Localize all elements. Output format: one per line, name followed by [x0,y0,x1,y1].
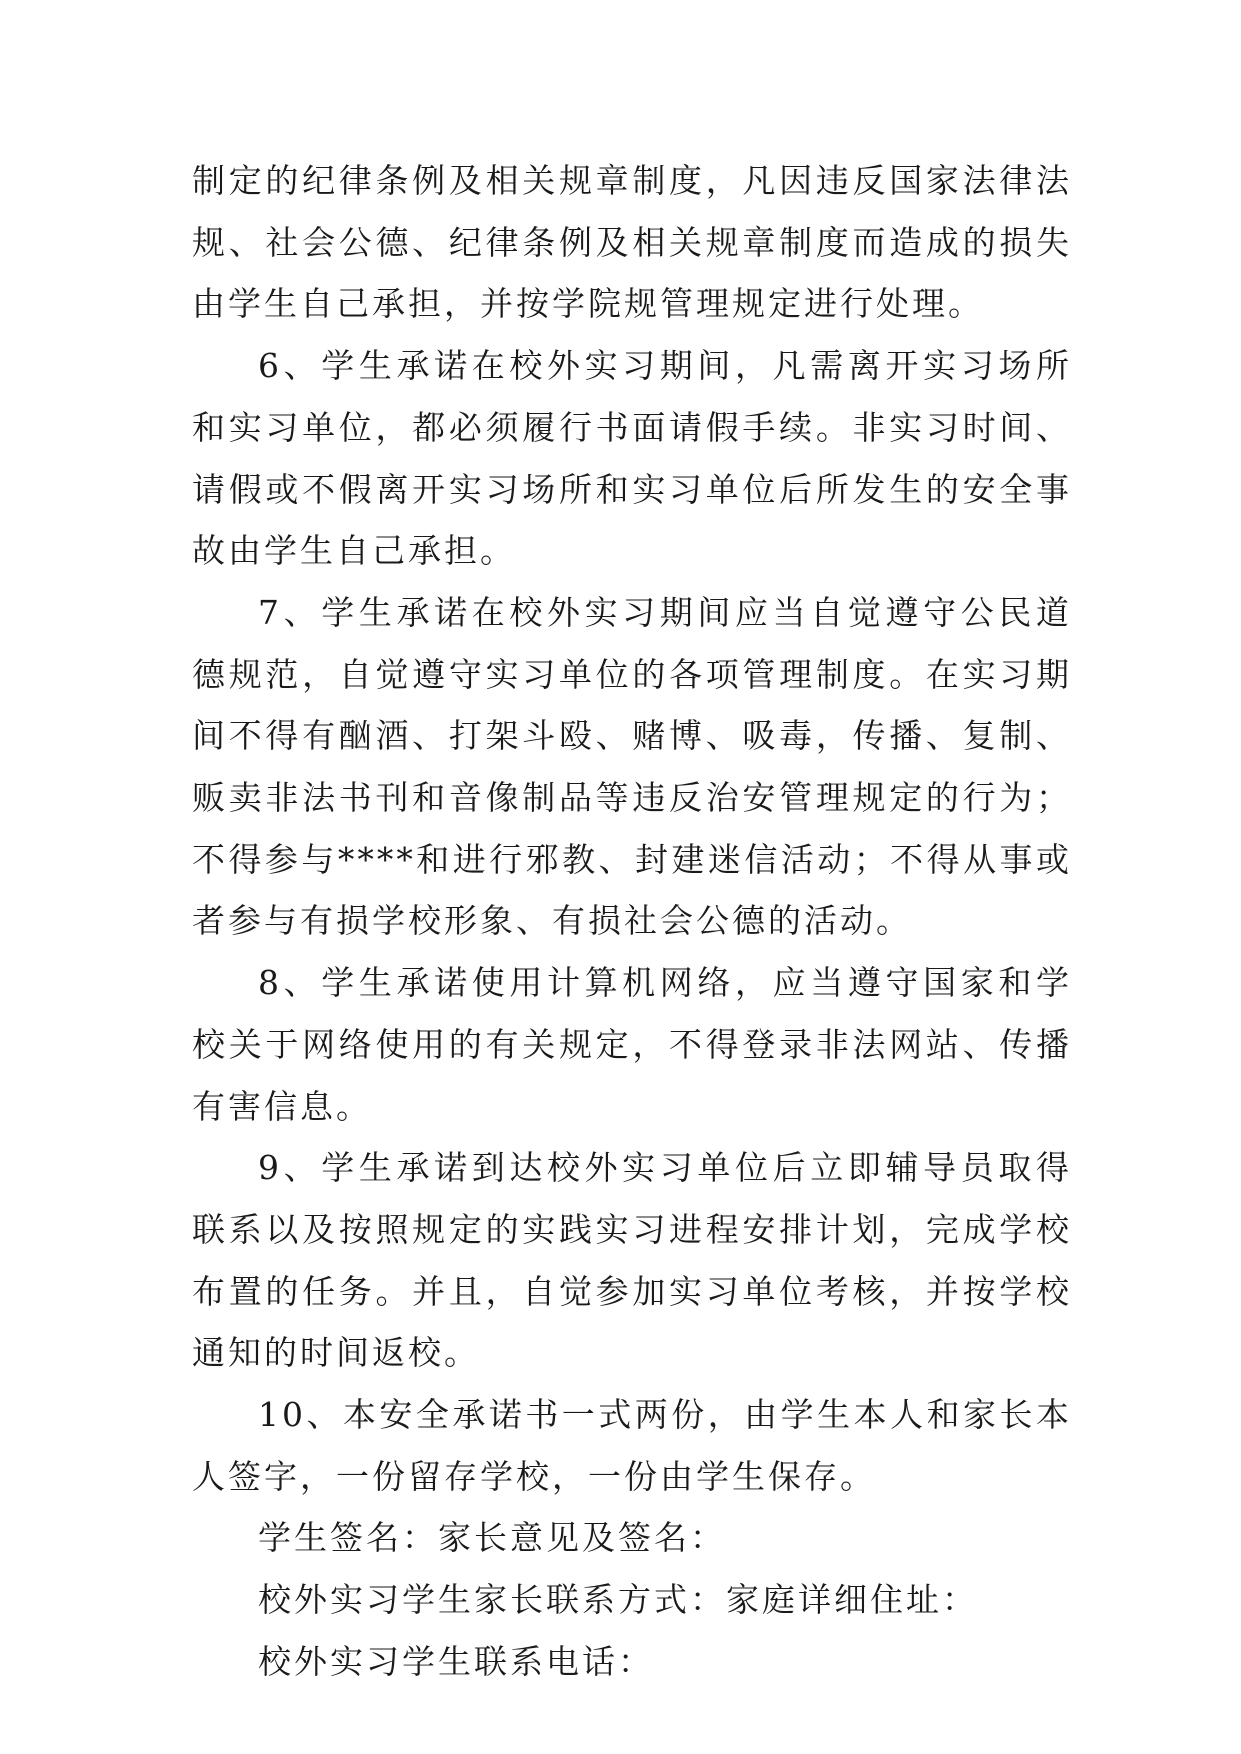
paragraph-5-continuation: 制定的纪律条例及相关规章制度，凡因违反国家法律法规、社会公德、纪律条例及相关规章制度而造成的损失由学生自己承担，并按学院规管理规定进行处理。 [192,161,1072,324]
paragraph-6-leave-policy: 6、学生承诺在校外实习期间，凡需离开实习场所和实习单位，都必须履行书面请假手续。非实习时间、请假或不假离开实习场所和实习单位后所发生的安全事故由学生自己承担。 [192,346,1072,571]
document-page [192,150,1072,1693]
signature-field: 学生签名：家长意见及签名： [258,1518,726,1558]
paragraph-10-copies: 10、本安全承诺书一式两份，由学生本人和家长本人签字，一份留存学校，一份由学生保存。 [192,1395,1072,1496]
student-phone-field: 校外实习学生联系电话： [258,1641,654,1681]
paragraph-7-conduct: 7、学生承诺在校外实习期间应当自觉遵守公民道德规范，自觉遵守实习单位的各项管理制度。在实习期间不得有酗酒、打架斗殴、赌博、吸毒，传播、复制、贩卖非法书刊和音像制品等违反治安管理规定的行为；不得参与****和进行邪教、封建迷信活动；不得从事或者参与有损学校形象、有损社会公德的活动。 [192,592,1072,941]
paragraph-9-contact: 9、学生承诺到达校外实习单位后立即辅导员取得联系以及按照规定的实践实习进程安排计划，完成学校布置的任务。并且，自觉参加实习单位考核，并按学校通知的时间返校。 [192,1148,1072,1373]
paragraph-8-network: 8、学生承诺使用计算机网络，应当遵守国家和学校关于网络使用的有关规定，不得登录非法网站、传播有害信息。 [192,963,1072,1126]
parent-contact-field: 校外实习学生家长联系方式：家庭详细住址： [258,1580,978,1620]
